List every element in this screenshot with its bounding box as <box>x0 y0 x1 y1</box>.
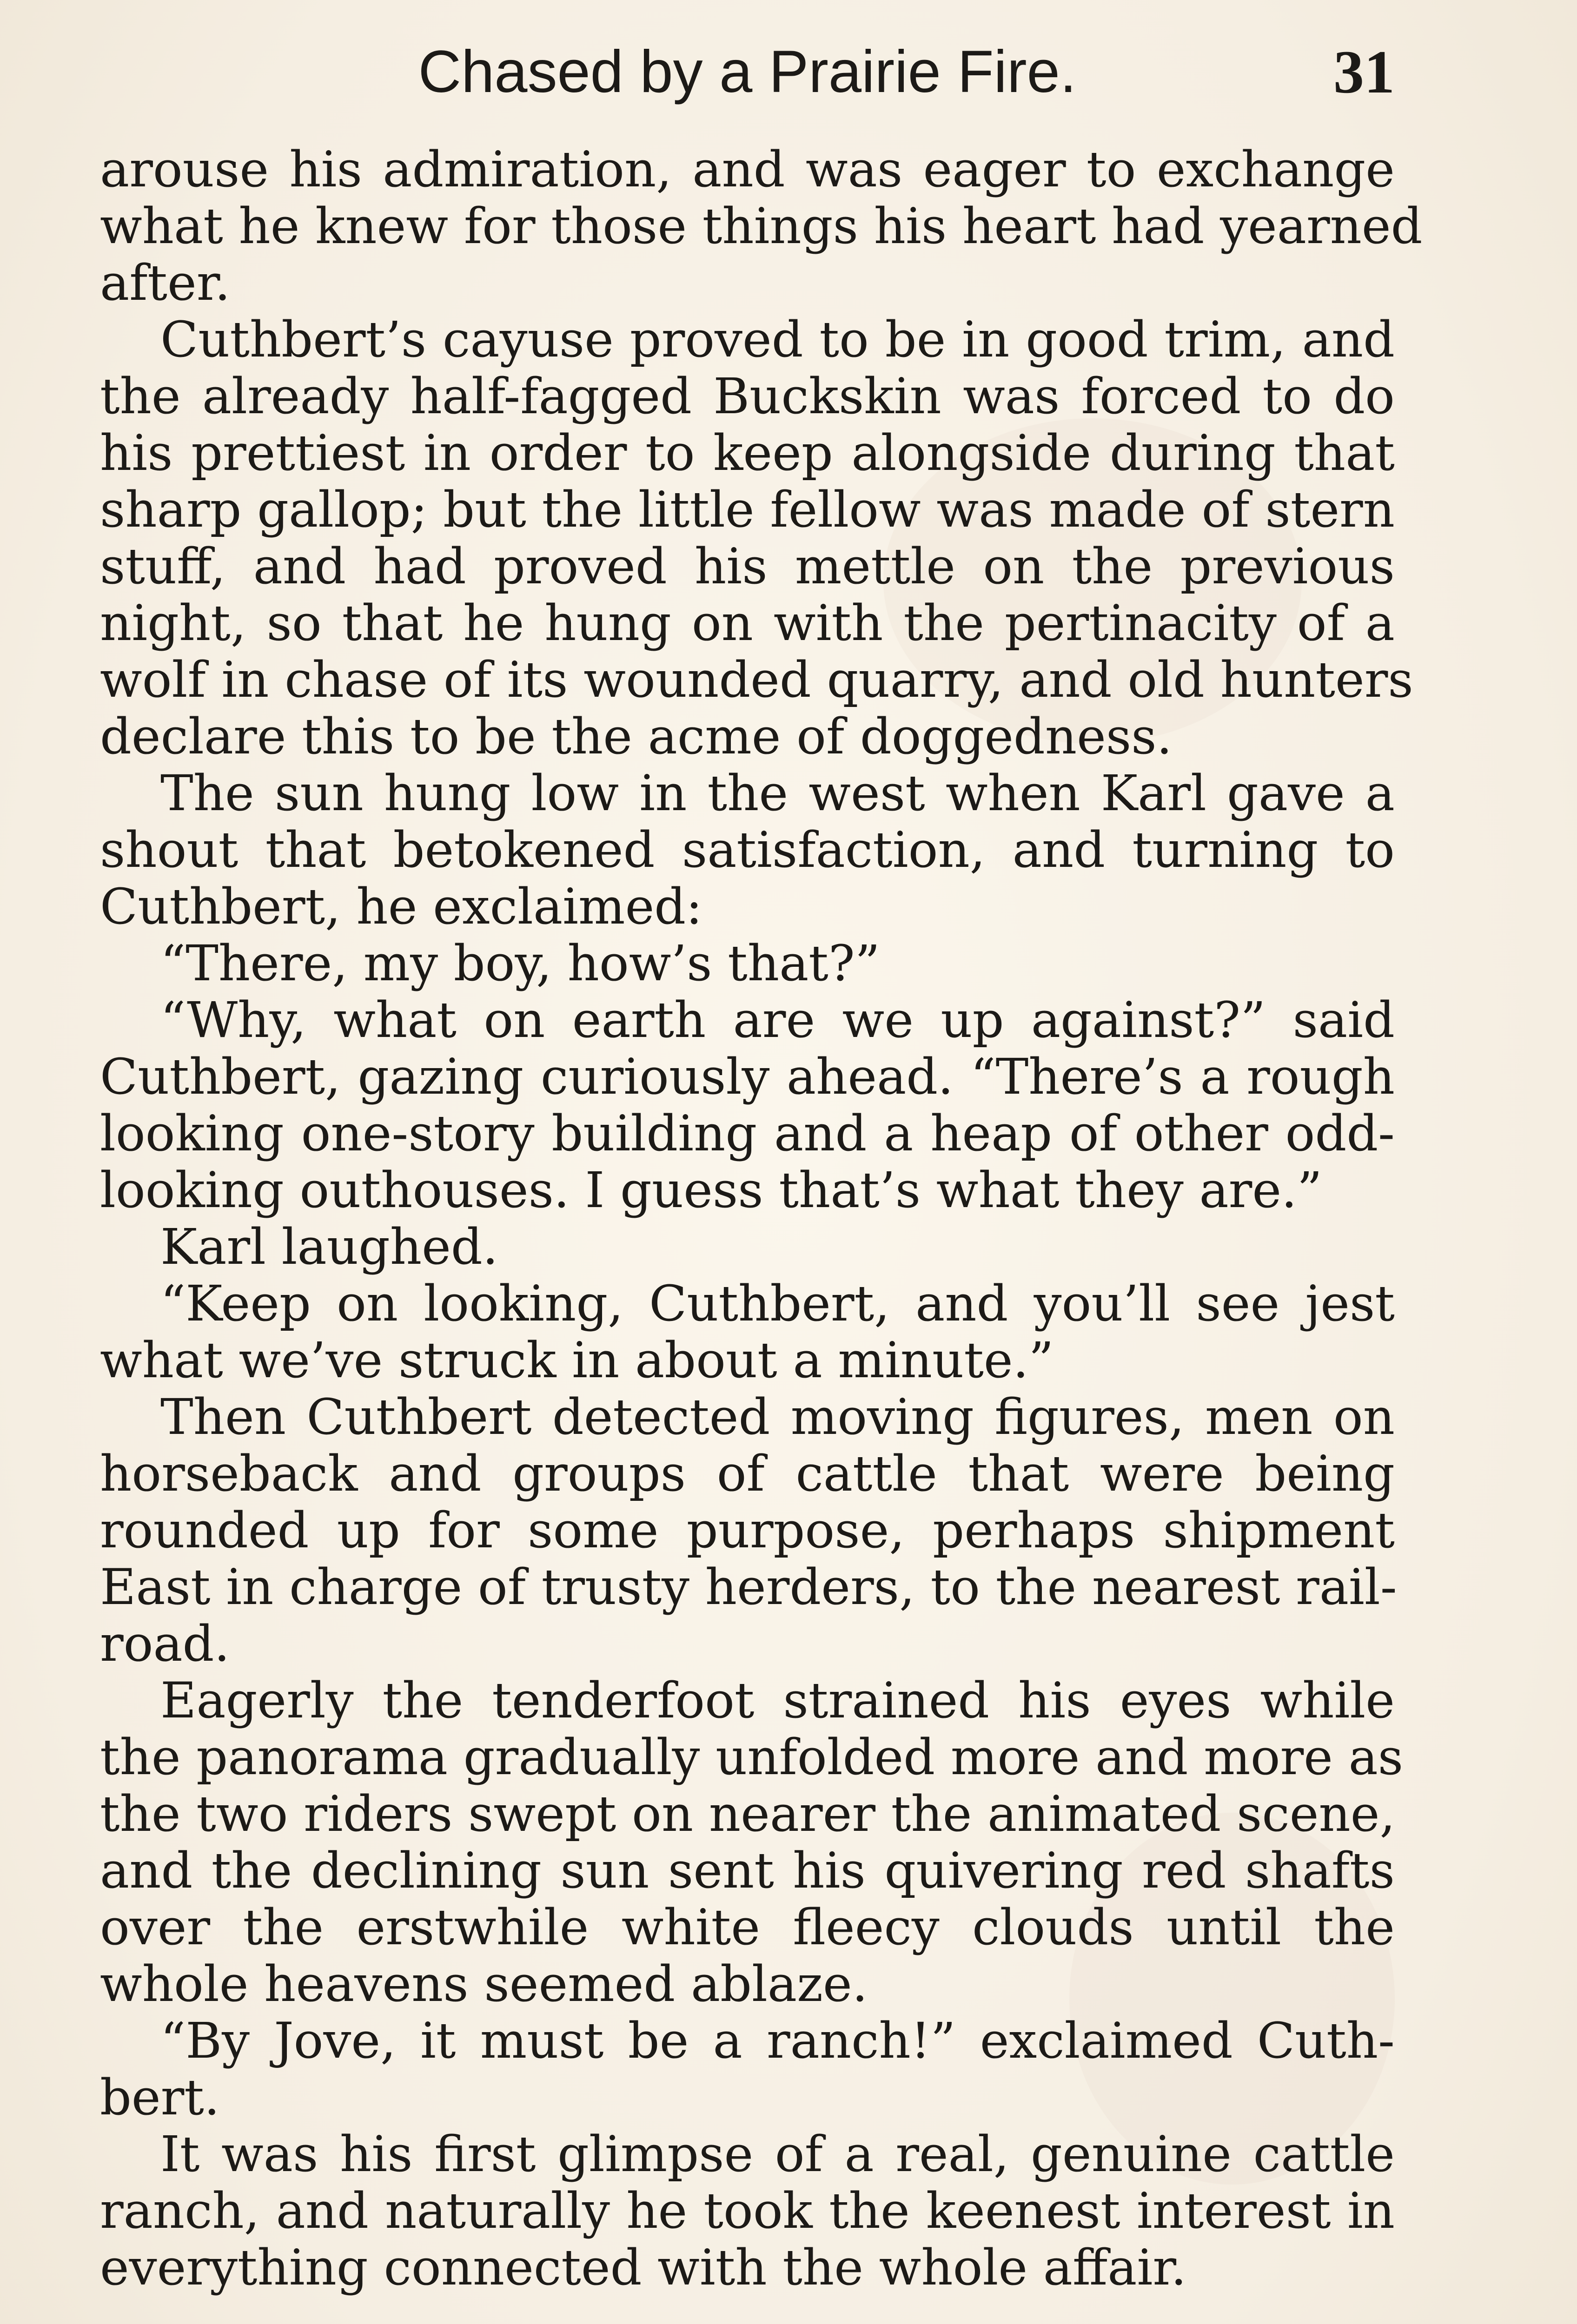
text-line: ranch, and naturally he took the keenest interest in <box>100 2182 1395 2239</box>
text-line: declare this to be the acme of doggedness. <box>100 708 1173 765</box>
text-line: the panorama gradually unfolded more and more as <box>100 1729 1404 1786</box>
text-line: Eagerly the tenderfoot strained his eyes while <box>160 1672 1395 1729</box>
text-line: sharp gallop; but the little fellow was made of stern <box>100 481 1395 538</box>
text-line: everything connected with the whole affair. <box>100 2239 1187 2296</box>
text-line: whole heavens seemed ablaze. <box>100 1955 868 2013</box>
text-line: “Why, what on earth are we up against?” said <box>160 991 1395 1049</box>
text-line: Cuthbert’s cayuse proved to be in good trim, and <box>160 311 1395 368</box>
text-line: and the declining sun sent his quivering red shafts <box>100 1842 1395 1899</box>
text-line: rounded up for some purpose, perhaps shipment <box>100 1502 1395 1559</box>
running-head <box>100 33 1395 112</box>
chapter-title: Chased by a Prairie Fire. <box>418 39 1077 105</box>
text-line: bert. <box>100 2069 220 2126</box>
text-line: Cuthbert, he exclaimed: <box>100 878 702 935</box>
text-line: stuff, and had proved his mettle on the previous <box>100 538 1395 595</box>
text-line: “There, my boy, how’s that?” <box>160 935 880 992</box>
text-line: “By Jove, it must be a ranch!” exclaimed Cuth- <box>160 2012 1395 2069</box>
text-line: road. <box>100 1615 230 1672</box>
text-line: horseback and groups of cattle that were being <box>100 1445 1395 1502</box>
page-number: 31 <box>1333 38 1395 106</box>
text-line: his prettiest in order to keep alongside during that <box>100 424 1395 482</box>
text-line: the two riders swept on nearer the animated scene, <box>100 1785 1396 1842</box>
text-line: shout that betokened satisfaction, and turning to <box>100 821 1395 878</box>
text-line: “Keep on looking, Cuthbert, and you’ll see jest <box>160 1275 1395 1332</box>
text-line: the already half-fagged Buckskin was forced to do <box>100 368 1395 425</box>
text-line: what we’ve struck in about a minute.” <box>100 1332 1054 1389</box>
text-line: over the erstwhile white fleecy clouds until the <box>100 1899 1395 1956</box>
text-line: after. <box>100 254 231 311</box>
text-line: arouse his admiration, and was eager to exchange <box>100 141 1395 198</box>
text-line: It was his first glimpse of a real, genuine cattle <box>160 2126 1395 2183</box>
text-line: Karl laughed. <box>160 1218 498 1275</box>
text-line: The sun hung low in the west when Karl gave a <box>160 765 1395 822</box>
text-line: wolf in chase of its wounded quarry, and old hunters <box>100 651 1413 708</box>
text-line: Cuthbert, gazing curiously ahead. “There’s a rough <box>100 1048 1395 1105</box>
text-line: East in charge of trusty herders, to the nearest rail- <box>100 1558 1397 1616</box>
text-line: looking outhouses. I guess that’s what they are.” <box>100 1162 1322 1219</box>
text-line: looking one-story building and a heap of other odd- <box>100 1105 1395 1162</box>
text-line: Then Cuthbert detected moving figures, men on <box>160 1388 1395 1446</box>
body-text <box>100 141 1423 2296</box>
text-line: what he knew for those things his heart had yearned <box>100 198 1423 255</box>
text-line: night, so that he hung on with the pertinacity of a <box>100 594 1395 652</box>
